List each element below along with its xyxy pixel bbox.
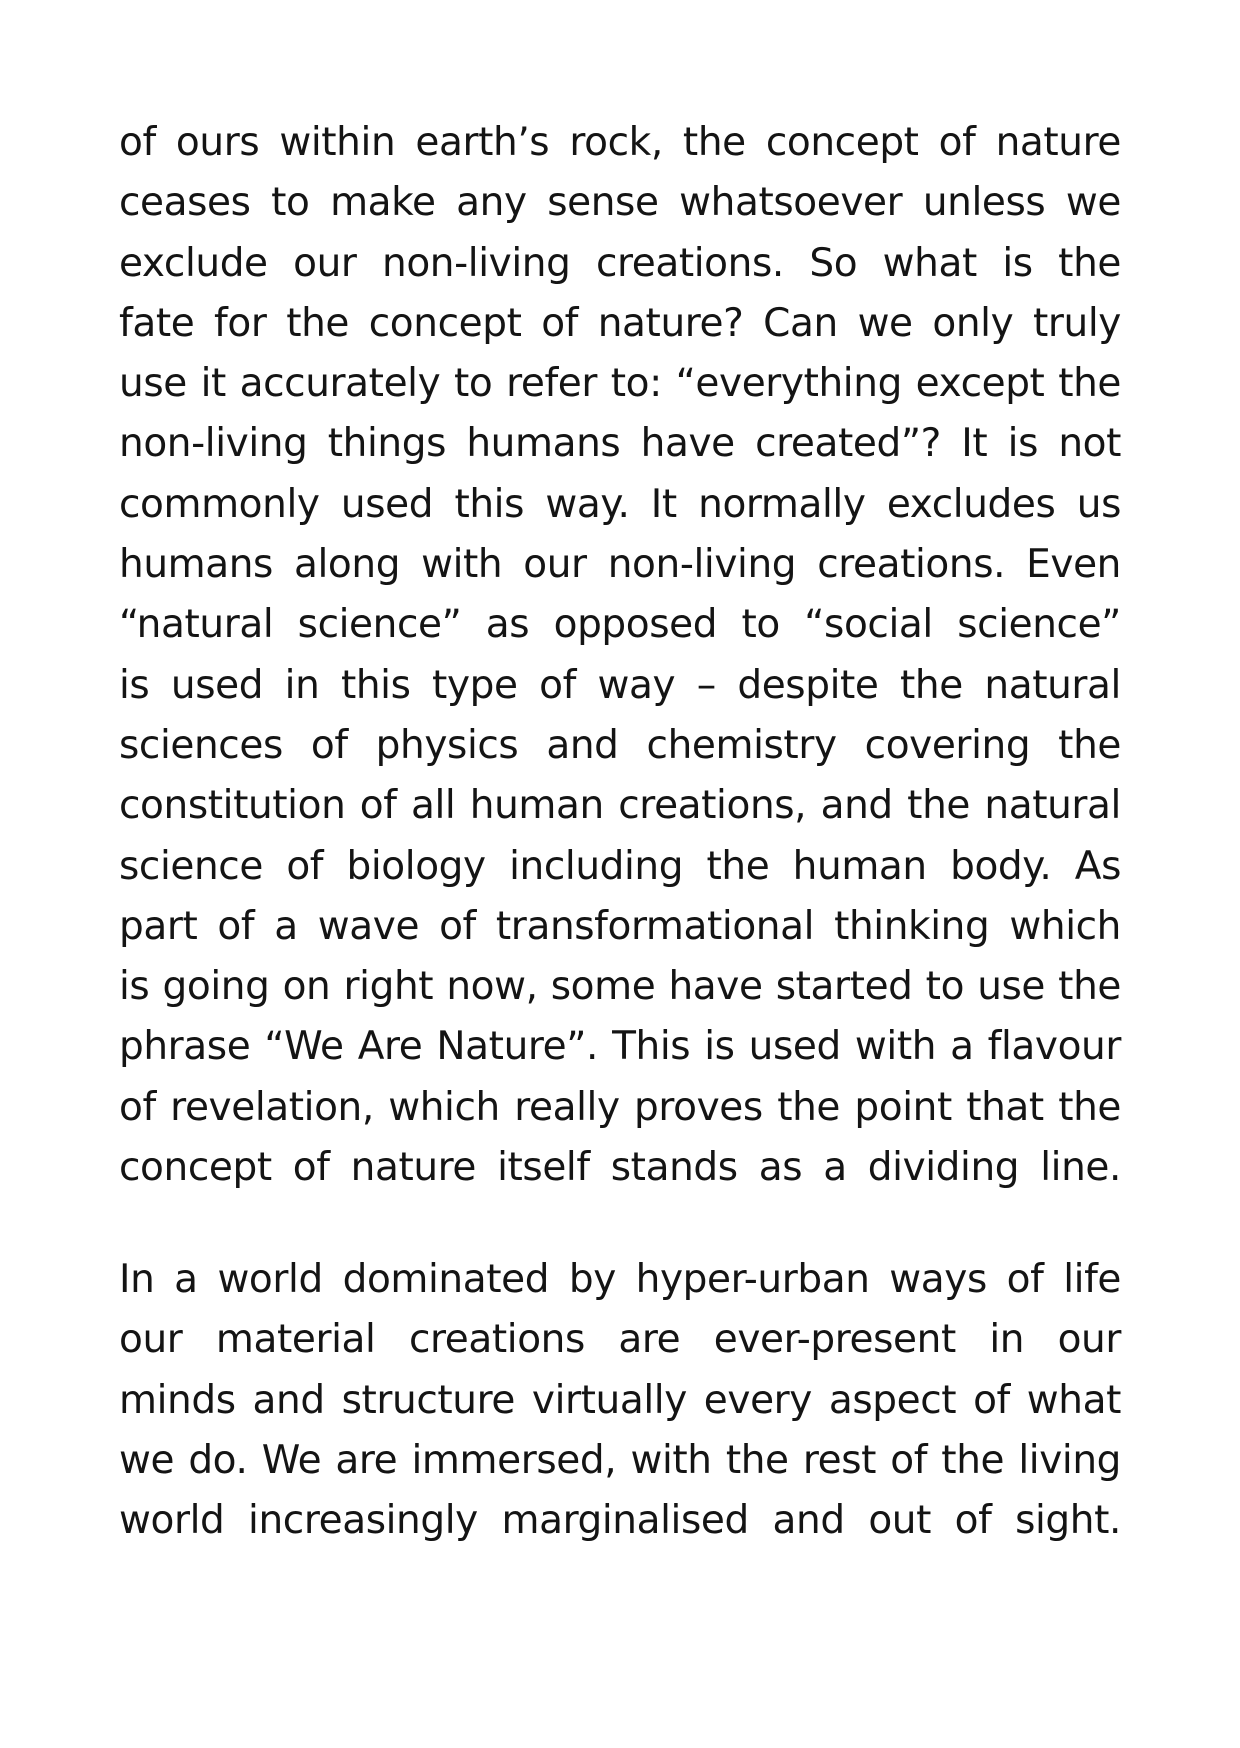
paragraph-line: constitution of all human creations, and the natural [119, 783, 1121, 829]
paragraph-line: phrase “We Are Nature”. This is used with a flavour [119, 1024, 1121, 1070]
paragraph-line: part of a wave of transformational thinking which [119, 903, 1121, 949]
paragraph-line: exclude our non-living creations. So what is the [119, 240, 1121, 286]
paragraph-line: minds and structure virtually every aspect of what [119, 1377, 1121, 1423]
paragraph-line: ceases to make any sense whatsoever unless we [119, 180, 1121, 226]
paragraph-line: we do. We are immersed, with the rest of the living [119, 1437, 1121, 1483]
paragraph-line: our material creations are ever-present in our [119, 1317, 1121, 1363]
paragraph-2 [119, 1250, 1121, 1551]
paragraph-line: sciences of physics and chemistry covering the [119, 722, 1121, 768]
paragraph-line: concept of nature itself stands as a dividing line. [119, 1145, 1121, 1191]
paragraph-line: science of biology including the human body. As [119, 843, 1121, 889]
paragraph-line: commonly used this way. It normally excludes us [119, 481, 1121, 527]
paragraph-line: humans along with our non-living creations. Even [119, 542, 1121, 588]
paragraph-line: is used in this type of way – despite the natural [119, 662, 1121, 708]
paragraph-line: of ours within earth’s rock, the concept of nature [119, 120, 1121, 165]
paragraph-line: world increasingly marginalised and out of sight. [119, 1498, 1121, 1544]
paragraph-line: non-living things humans have created”? It is not [119, 421, 1121, 467]
paragraph-1 [119, 113, 1121, 1198]
paragraph-line: In a world dominated by hyper-urban ways of life [119, 1257, 1121, 1302]
paragraph-line: of revelation, which really proves the point that the [119, 1084, 1121, 1130]
paragraph-line: use it accurately to refer to: “everything except the [119, 361, 1121, 407]
paragraph-line: is going on right now, some have started to use the [119, 964, 1121, 1010]
paragraph-line: fate for the concept of nature? Can we only truly [119, 300, 1121, 346]
paragraph-line: “natural science” as opposed to “social science” [119, 602, 1121, 648]
